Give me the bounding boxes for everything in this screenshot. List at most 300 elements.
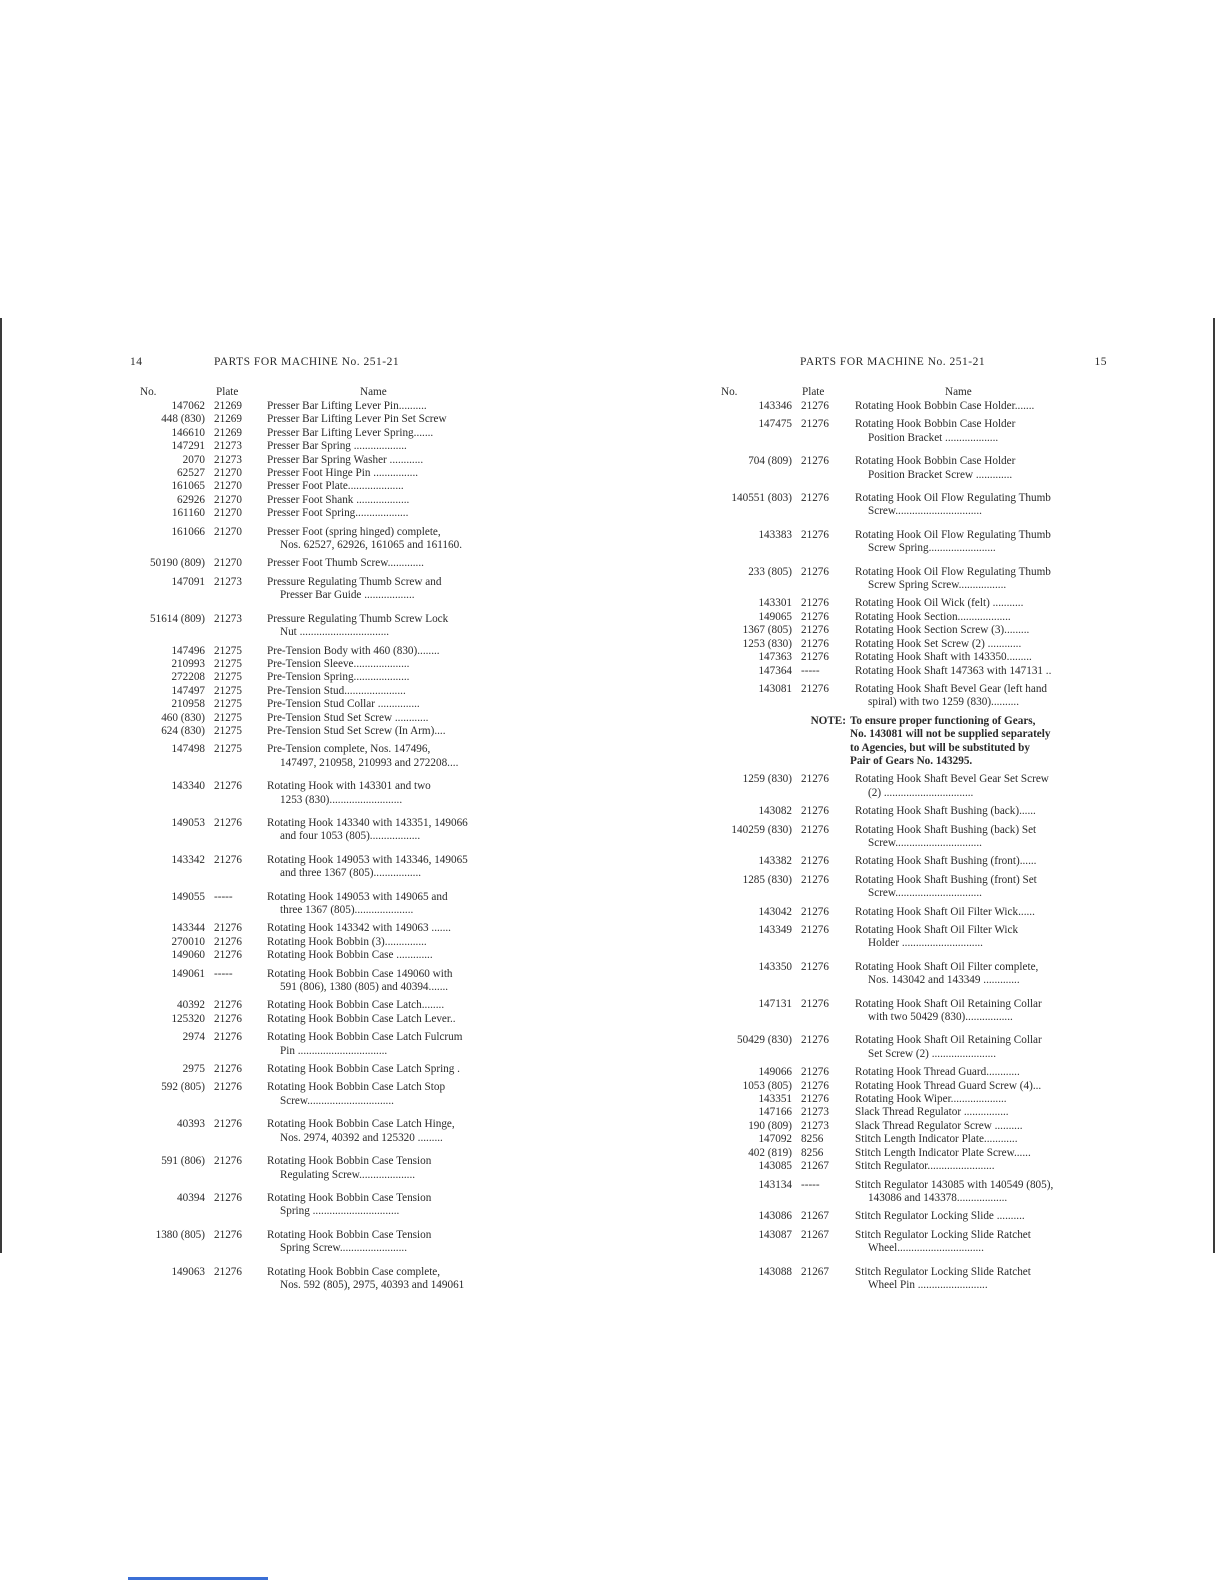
gear-note [705,715,1115,769]
plate-number: 21276 [214,1063,242,1076]
part-name [855,665,1115,678]
part-name [267,780,530,807]
part-name-line: Rotating Hook Shaft Oil Filter Wick [855,924,1019,936]
part-name [267,817,530,844]
part-name-line: Rotating Hook Shaft Bevel Gear Set Screw [855,773,1049,786]
part-row [705,566,1115,593]
part-row [705,855,1115,868]
part-number: 448 (830) [161,413,205,426]
part-name [855,529,1115,556]
part-name [267,494,530,507]
part-name [855,1133,1115,1146]
part-number: 149055 [171,890,205,903]
plate-number: 21276 [801,924,829,936]
part-row [130,557,530,570]
part-name-line: Nos. 592 (805), 2975, 40393 and 149061 [280,1278,465,1291]
plate-number: 21276 [214,1265,242,1278]
part-name-line: Pre-Tension Stud Collar ............... [267,698,420,711]
part-number: 460 (830) [161,711,205,724]
part-number: 125320 [171,1012,205,1025]
part-name [855,683,1115,710]
right-page [705,356,1115,1292]
plate-number: 8256 [801,1133,824,1146]
part-row [705,773,1115,800]
part-row [705,529,1115,556]
part-name [855,1147,1115,1160]
part-name [855,824,1115,851]
left-page-header [130,356,530,386]
part-name [267,891,530,918]
part-row [705,651,1115,664]
part-row [705,1210,1115,1223]
part-row [130,1013,530,1026]
part-name-line: Screw............................... [868,505,982,518]
plate-number: 21275 [214,684,242,697]
right-parts-list-top [705,400,1115,710]
part-name-line: three 1367 (805)..................... [280,904,414,916]
part-row [130,725,530,738]
plate-number: 21273 [801,1119,829,1132]
part-name [855,566,1115,593]
part-name-line: Rotating Hook Bobbin (3)............... [267,935,427,948]
part-row [130,494,530,507]
part-name [267,1031,530,1058]
left-page-number: 14 [130,356,143,368]
part-name [267,1063,530,1076]
part-row [705,824,1115,851]
part-name-line: Pre-Tension complete, Nos. 147496, [267,743,431,756]
part-row [130,400,530,413]
part-name-line: Nos. 143042 and 143349 ............. [868,974,1020,987]
part-row [130,854,530,881]
part-name-line: Stitch Regulator........................ [855,1160,995,1173]
part-number: 140259 (830) [731,823,792,836]
part-name [855,773,1115,800]
part-number: 2070 [182,453,205,466]
part-name-line: Pressure Regulating Thumb Screw and [267,575,442,588]
part-name [855,651,1115,664]
part-row [705,1133,1115,1146]
plate-number: 21276 [214,853,242,866]
part-name-line: Rotating Hook Shaft Oil Filter complete, [855,960,1039,973]
part-name [855,805,1115,818]
plate-number: 21273 [214,612,242,625]
part-name-line: Position Bracket ................... [868,431,999,444]
plate-number: 21275 [214,698,242,711]
part-name-line: Rotating Hook Thread Guard............ [855,1066,1020,1079]
part-name-line: Stitch Regulator Locking Slide Ratchet [855,1228,1031,1241]
part-number: 210993 [171,657,205,670]
plate-number: 21276 [214,922,242,935]
part-name-line: Rotating Hook Oil Wick (felt) ........... [855,597,1024,610]
part-name [267,467,530,480]
part-name [267,440,530,453]
horizontal-scrollbar-thumb[interactable] [128,1577,268,1580]
plate-number: 21276 [801,637,829,650]
part-name [267,454,530,467]
plate-number: 21276 [801,400,829,412]
part-name-line: Rotating Hook Bobbin Case Latch Fulcrum [267,1031,463,1044]
part-row [705,624,1115,637]
plate-number: 21276 [214,935,242,948]
part-name-line: Pre-Tension Body with 460 (830)........ [267,644,440,657]
part-name-line: Presser Bar Spring Washer ............ [267,453,424,466]
part-number: 147291 [171,440,205,453]
part-name-line: Wheel............................... [868,1242,984,1255]
part-number: 147363 [758,651,792,664]
part-number: 149065 [758,610,792,623]
part-row [130,949,530,962]
part-row [130,1229,530,1256]
part-number: 147498 [171,743,205,756]
part-name-line: Rotating Hook Shaft Bushing (back) Set [855,823,1037,836]
part-row [130,1192,530,1219]
note-line: Pair of Gears No. 143295. [850,754,973,767]
part-number: 146610 [171,426,205,439]
part-name-line: Presser Bar Lifting Lever Pin.......... [267,400,427,412]
part-number: 143351 [758,1093,792,1106]
part-name [855,1034,1115,1061]
plate-number: ----- [214,890,233,903]
part-number: 1367 (805) [742,624,792,637]
part-name [267,1013,530,1026]
part-name-line: Nos. 2974, 40392 and 125320 ......... [280,1131,443,1144]
part-row [705,683,1115,710]
plate-number: 21276 [801,528,829,541]
plate-number: 21276 [801,418,829,431]
part-row [130,1031,530,1058]
part-name-line: Rotating Hook Bobbin Case Latch Stop [267,1081,446,1094]
part-name-line: Nos. 62527, 62926, 161065 and 161160. [280,539,462,552]
part-name-line: Presser Bar Lifting Lever Spring....... [267,426,434,439]
left-page [130,356,530,1292]
part-name [267,685,530,698]
part-name-line: Rotating Hook Shaft 147363 with 147131 .. [855,664,1052,677]
part-name-line: Set Screw (2) ....................... [868,1047,997,1060]
part-name-line: Spring ............................... [280,1205,400,1218]
part-name-line: Wheel Pin ......................... [868,1278,988,1291]
plate-number: 21276 [801,651,829,664]
part-name [267,936,530,949]
part-number: 147497 [171,684,205,697]
plate-number: 21276 [214,1191,242,1204]
plate-number: 21276 [801,1079,829,1092]
plate-number: 21267 [801,1160,829,1173]
part-name-line: Rotating Hook Shaft Bushing (front)...... [855,855,1037,868]
plate-number: 21276 [801,960,829,973]
page-edge-left [0,318,2,1253]
column-header-name: Name [945,386,972,398]
part-name [267,698,530,711]
part-row [130,712,530,725]
part-name-line: Rotating Hook Bobbin Case 149060 with [267,967,453,980]
part-name-line: Rotating Hook Shaft with 143350......... [855,651,1032,664]
note-line: No. 143081 will not be supplied separately [850,728,1051,741]
part-name [267,712,530,725]
plate-number: 21273 [214,575,242,588]
plate-number: 21270 [214,480,242,493]
part-name-line: 143086 and 143378.................. [868,1191,1008,1204]
part-name-line: Screw............................... [868,836,982,849]
part-name [267,854,530,881]
part-name-line: 591 (806), 1380 (805) and 40394....... [280,981,449,994]
plate-number: 21270 [214,467,242,480]
plate-number: 21276 [214,1155,242,1168]
part-name-line: Rotating Hook 143340 with 143351, 149066 [267,816,468,829]
part-number: 140551 (803) [731,492,792,505]
plate-number: 21269 [214,400,242,412]
part-name-line: Rotating Hook Bobbin Case Tension [267,1191,432,1204]
part-name [267,1081,530,1108]
part-row [705,638,1115,651]
part-row [130,507,530,520]
part-row [130,671,530,684]
part-number: 143383 [758,528,792,541]
part-name [267,1229,530,1256]
plate-number: 21270 [214,493,242,506]
part-name-line: Rotating Hook Oil Flow Regulating Thumb [855,528,1051,541]
part-name [855,1066,1115,1079]
part-number: 1253 (830) [742,637,792,650]
part-name-line: Rotating Hook Shaft Bushing (front) Set [855,873,1037,886]
plate-number: 21276 [801,565,829,578]
part-name [267,1266,530,1293]
part-name [267,1155,530,1182]
plate-number: 21276 [801,682,829,695]
part-number: 147496 [171,644,205,657]
part-number: 147131 [758,997,792,1010]
part-name-line: 147497, 210958, 210993 and 272208.... [280,756,459,769]
plate-number: 21276 [801,997,829,1010]
part-name-line: Pre-Tension Sleeve.................... [267,657,410,670]
part-name-line: Stitch Length Indicator Plate Screw...... [855,1146,1031,1159]
part-row [705,492,1115,519]
plate-number: 21276 [214,1228,242,1241]
part-number: 161066 [171,525,205,538]
part-name-line: Rotating Hook Bobbin Case Tension [267,1155,432,1168]
plate-number: 21267 [801,1210,829,1223]
part-number: 591 (806) [161,1155,205,1168]
part-name [267,671,530,684]
part-name [855,924,1115,951]
part-name-line: Regulating Screw.................... [280,1168,416,1181]
part-name [855,906,1115,919]
part-name-line: Slack Thread Regulator Screw .......... [855,1119,1023,1132]
plate-number: 21276 [801,905,829,918]
part-row [130,685,530,698]
part-number: 143081 [758,682,792,695]
part-number: 143086 [758,1210,792,1223]
part-name [267,480,530,493]
part-name-line: Rotating Hook Set Screw (2) ............ [855,637,1022,650]
page-edge-right [1213,318,1215,1253]
part-row [705,1106,1115,1119]
part-row [130,1155,530,1182]
part-name [267,613,530,640]
plate-number: 21275 [214,724,242,737]
part-name-line: Rotating Hook Shaft Bevel Gear (left hand [855,682,1048,695]
plate-number: 21273 [801,1106,829,1119]
part-number: 143349 [758,924,792,936]
part-number: 149063 [171,1265,205,1278]
part-name-line: and three 1367 (805)................. [280,867,422,880]
part-name [855,1106,1115,1119]
part-name [267,1118,530,1145]
part-name-line: Presser Foot Shank ................... [267,493,410,506]
plate-number: 21276 [214,780,242,793]
plate-number: 21270 [214,525,242,538]
left-column-headers [130,386,530,398]
right-page-header [705,356,1115,386]
part-name-line: Pre-Tension Stud Set Screw (In Arm).... [267,724,446,737]
part-number: 40393 [177,1118,205,1131]
part-number: 143085 [758,1160,792,1173]
plate-number: 21267 [801,1265,829,1278]
part-name [855,492,1115,519]
part-number: 143087 [758,1228,792,1241]
plate-number: 21275 [214,743,242,756]
part-name-line: Rotating Hook 143342 with 149063 ....... [267,922,451,935]
part-name [267,949,530,962]
part-name-line: Pre-Tension Stud...................... [267,684,406,697]
part-name [267,507,530,520]
plate-number: 21276 [214,1118,242,1131]
part-row [705,1179,1115,1206]
plate-number: 21276 [801,873,829,886]
plate-number: 8256 [801,1146,824,1159]
part-row [705,665,1115,678]
part-row [705,874,1115,901]
plate-number: ----- [801,664,820,677]
part-number: 50429 (830) [737,1034,792,1047]
part-row [130,1081,530,1108]
part-row [130,467,530,480]
plate-number: 21270 [214,507,242,520]
part-number: 147092 [758,1133,792,1146]
part-number: 147062 [171,400,205,412]
part-name-line: Rotating Hook 149053 with 149065 and [267,890,448,903]
plate-number: 21270 [214,557,242,570]
part-number: 161160 [171,507,205,520]
part-name-line: Rotating Hook Bobbin Case Latch Hinge, [267,1118,455,1131]
part-name-line: 1253 (830).......................... [280,793,403,806]
part-name-line: Rotating Hook Shaft Bushing (back)...... [855,805,1036,818]
part-name-line: Rotating Hook Bobbin Case Tension [267,1228,432,1241]
plate-number: 21269 [214,426,242,439]
part-name [267,1192,530,1219]
part-name [267,413,530,426]
plate-number: 21275 [214,657,242,670]
part-name-line: Rotating Hook Shaft Oil Filter Wick...... [855,905,1035,918]
part-name-line: Presser Foot Hinge Pin ................ [267,467,419,480]
part-number: 143342 [171,853,205,866]
part-name-line: Presser Foot Thumb Screw............. [267,557,424,570]
column-header-plate: Plate [802,386,825,398]
part-name-line: Presser Foot (spring hinged) complete, [267,525,441,538]
plate-number: 21276 [801,1093,829,1106]
plate-number: 21269 [214,413,242,426]
part-name-line: Rotating Hook Bobbin Case Holder [855,418,1016,431]
part-row [130,576,530,603]
part-number: 190 (809) [748,1119,792,1132]
part-name [855,624,1115,637]
part-number: 50190 (809) [150,557,205,570]
part-name-line: Rotating Hook Shaft Oil Retaining Collar [855,1034,1042,1047]
plate-number: 21275 [214,711,242,724]
plate-number: 21276 [214,949,242,962]
part-name [855,1120,1115,1133]
part-name [267,743,530,770]
part-row [705,906,1115,919]
part-row [705,400,1115,413]
plate-number: 21276 [214,1031,242,1044]
plate-number: 21276 [801,492,829,505]
part-number: 143134 [758,1178,792,1191]
part-name-line: Screw............................... [868,887,982,900]
part-name [855,1160,1115,1173]
part-row [705,1147,1115,1160]
part-row [130,817,530,844]
part-number: 147091 [171,575,205,588]
part-name-line: Stitch Length Indicator Plate............ [855,1133,1018,1146]
part-name [855,855,1115,868]
part-row [705,998,1115,1025]
part-row [130,645,530,658]
part-name-line: Rotating Hook Bobbin Case Holder [855,455,1016,468]
part-row [705,1093,1115,1106]
part-name-line: (2) ................................ [868,786,974,799]
part-number: 1259 (830) [742,773,792,786]
part-name [855,1266,1115,1293]
part-row [705,805,1115,818]
note-line: To ensure proper functioning of Gears, [850,714,1036,727]
column-header-no: No. [721,386,738,398]
part-name [855,998,1115,1025]
part-name-line: Rotating Hook with 143301 and two [267,780,431,793]
part-name [267,427,530,440]
plate-number: 21276 [801,624,829,637]
part-name-line: Presser Bar Guide .................. [280,589,415,602]
part-number: 161065 [171,480,205,493]
column-header-no: No. [140,386,157,398]
part-row [130,743,530,770]
part-number: 143301 [758,597,792,610]
part-row [130,613,530,640]
part-number: 704 (809) [748,455,792,468]
part-name [267,922,530,935]
part-name-line: Presser Bar Spring ................... [267,440,407,453]
part-name [855,1179,1115,1206]
part-row [130,922,530,935]
part-row [705,1266,1115,1293]
part-number: 149060 [171,949,205,962]
part-row [705,1034,1115,1061]
part-row [705,611,1115,624]
plate-number: 21276 [801,823,829,836]
part-row [130,891,530,918]
part-number: 40392 [177,999,205,1012]
left-parts-list [130,400,530,1292]
right-page-number: 15 [1094,356,1107,368]
part-row [705,1120,1115,1133]
part-name [267,968,530,995]
part-row [130,413,530,426]
part-row [705,418,1115,445]
plate-number: ----- [214,967,233,980]
part-name [855,1080,1115,1093]
plate-number: 21276 [214,1012,242,1025]
part-name-line: Rotating Hook Thread Guard Screw (4)... [855,1079,1042,1092]
